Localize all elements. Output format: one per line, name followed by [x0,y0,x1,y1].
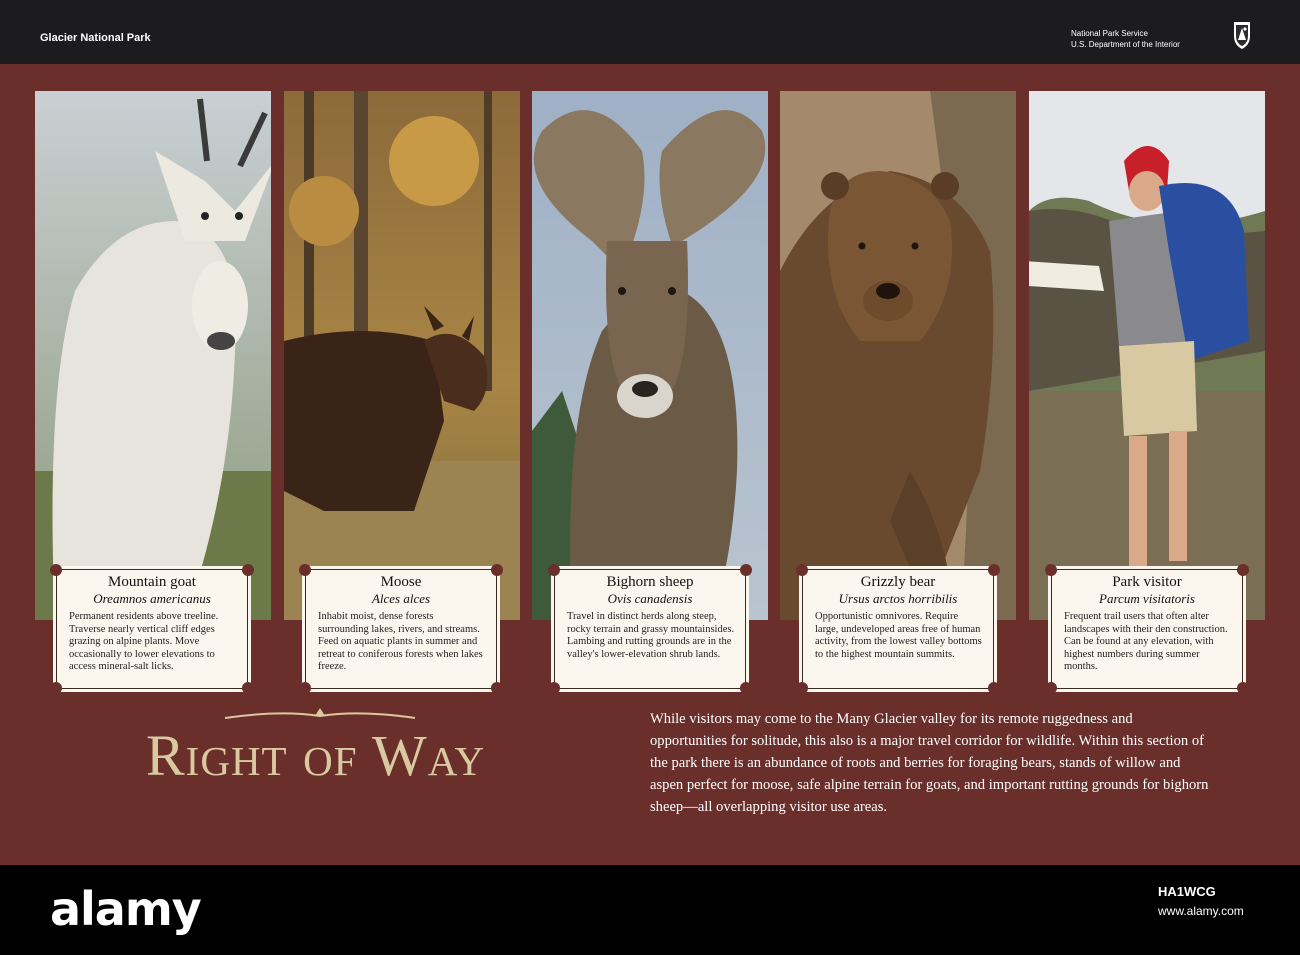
card-name: Park visitor [1112,574,1182,590]
park-name: Glacier National Park [40,32,151,44]
moose-card [305,569,497,689]
intro-paragraph: While visitors may come to the Many Glacier valley for its remote ruggedness and opportunities for solitude, this also is a major travel corridor for wildlife. Within this section of the park there is an abundance of roots and berries for foraging bears, stands of willow and aspen perfect for moose, safe alpine terrain for goats, and important rutting grounds for bighorn sheep—all overlapping visitor use areas. [650,711,1209,815]
bighorn-sheep-photo [532,91,768,620]
park-visitor-card [1051,569,1243,689]
card-name: Mountain goat [108,574,196,590]
watermark-site: www.alamy.com [1158,904,1244,918]
watermark-logo: alamy [50,882,201,936]
card-latin-name: Oreamnos americanus [93,591,211,606]
card-name: Bighorn sheep [606,574,694,590]
card-latin-name: Ovis canadensis [607,591,693,606]
park-visitor-photo [1029,91,1265,620]
card-description: Opportunistic omnivores. Require large, undeveloped areas free of human activity, from the lowest valley bottoms to the highest mountain summits. [815,611,982,660]
moose-photo [284,91,520,620]
mountain-goat-card [56,569,248,689]
card-description: Frequent trail users that often alter landscapes with their den construction. Can be found at any elevation, with highest numbers during summer months. [1064,611,1228,672]
nps-arrowhead-icon [1232,20,1252,50]
card-description: Inhabit moist, dense forests surrounding lakes, rivers, and streams. Feed on aquatic plants in summer and retreat to coniferous forests when lakes freeze. [318,611,483,672]
card-latin-name: Alces alces [371,591,431,606]
card-latin-name: Parcum visitatoris [1099,591,1195,606]
agency-line-1: National Park Service [1071,29,1148,38]
card-latin-name: Ursus arctos horribilis [838,591,958,606]
card-description: Travel in distinct herds along steep, rocky terrain and grassy mountainsides. Lambing and rutting grounds are in the valley's lower-elevation shrub lands. [567,611,735,660]
agency-block [1071,28,1180,50]
grizzly-bear-card [802,569,994,689]
watermark-code: HA1WCG [1158,884,1216,899]
title-ornament-icon [220,706,420,722]
grizzly-bear-photo [780,91,1016,620]
mountain-goat-photo [35,91,271,620]
page-title: Right of Way [146,723,486,788]
bighorn-sheep-card [554,569,746,689]
card-name: Grizzly bear [860,574,936,590]
agency-line-2: U.S. Department of the Interior [1071,40,1180,49]
header-bar [0,0,1300,64]
card-name: Moose [380,574,422,590]
card-description: Permanent residents above treeline. Traverse nearly vertical cliff edges grazing on alpine plants. Move occasionally to lower elevations to access mineral-salt licks. [69,611,219,672]
